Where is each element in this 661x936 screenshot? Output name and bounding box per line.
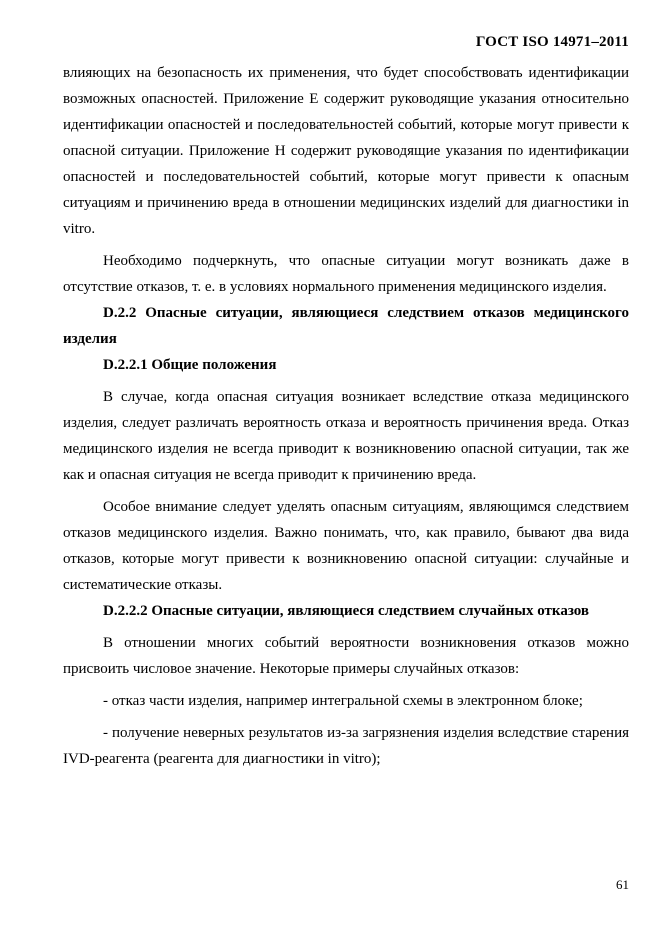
paragraph: влияющих на безопасность их применения, что будет способствовать идентификации возможных опасностей. Приложение Е содержит руководящие указания относительно идентификации опасностей и последовательностей событий, которые могут привести к опасной ситуации. Приложение Н содержит руководящие указания по идентификации опасностей и последовательностей событий, которые могут привести к опасным ситуациям и причинению вреда в отношении медицинских изделий для диагностики in vitro. (63, 65, 629, 237)
paragraph: В случае, когда опасная ситуация возникает вследствие отказа медицинского изделия, следует различать вероятность отказа и вероятность причинения вреда. Отказ медицинского изделия не всегда приводит к возникновению опасной ситуации, так же как и опасная ситуация не всегда приводит к причинению вреда. (63, 389, 629, 483)
document-body (63, 60, 629, 772)
paragraph: Необходимо подчеркнуть, что опасные ситуации могут возникать даже в отсутствие отказов, т. е. в условиях нормального применения медицинского изделия. (63, 253, 629, 295)
section-heading: D.2.2 Опасные ситуации, являющиеся следствием отказов медицинского изделия (63, 305, 629, 347)
document-header: ГОСТ ISO 14971–2011 (475, 34, 629, 50)
list-item: - получение неверных результатов из-за загрязнения изделия вследствие старения IVD-реагента (реагента для диагностики in vitro); (63, 725, 629, 767)
page-number: 61 (616, 877, 629, 892)
paragraph: В отношении многих событий вероятности возникновения отказов можно присвоить числовое значение. Некоторые примеры случайных отказов: (63, 635, 629, 677)
subsection-heading: D.2.2.2 Опасные ситуации, являющиеся следствием случайных отказов (103, 603, 589, 619)
subsection-heading: D.2.2.1 Общие положения (103, 357, 277, 373)
list-item: - отказ части изделия, например интегральной схемы в электронном блоке; (103, 693, 583, 709)
paragraph: Особое внимание следует уделять опасным ситуациям, являющимся следствием отказов медицинского изделия. Важно понимать, что, как правило, бывают два вида отказов, которые могут привести к возникновению опасной ситуации: случайные и систематические отказы. (63, 499, 629, 593)
